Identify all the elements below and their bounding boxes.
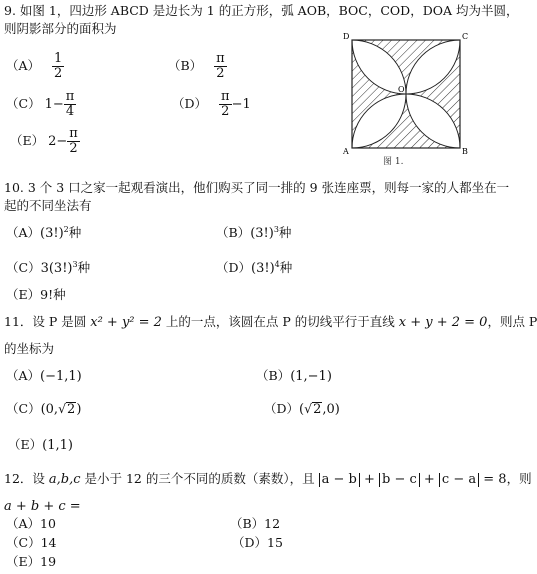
q9-option-d-denominator: 2	[221, 104, 230, 119]
q9-option-a-denominator: 2	[54, 66, 63, 81]
q10-option-c-exponent: 3	[72, 259, 78, 269]
q12-equals-eight: = 8	[479, 472, 507, 487]
q10-option-d-unit: 种	[279, 260, 293, 275]
q9-option-b-denominator: 2	[216, 66, 225, 81]
q10-stem-line1: 10. 3 个 3 口之家一起观看演出，他们购买了同一排的 9 张连座票，则每一家的人都坐在一	[4, 180, 510, 195]
q12-option-a: （A）10	[6, 516, 56, 531]
q11-option-b-label: （B）	[256, 368, 291, 383]
q11-option-d-prefix: (	[299, 402, 305, 417]
q12-stem-post: ，则	[506, 471, 532, 486]
q12-option-b: （B）12	[230, 516, 281, 531]
q12-variables: a,b,c	[48, 472, 81, 487]
q10-option-e: （E）9!种	[6, 287, 66, 302]
q11-option-b	[256, 368, 332, 385]
q11-option-b-value: (1,−1)	[290, 369, 332, 384]
q10-option-c-unit: 种	[77, 260, 91, 275]
q12-sum-expression: a + b + c =	[4, 499, 81, 514]
q11-line-equation: x + y + 2 = 0	[398, 315, 488, 330]
q9-option-e-prefix: 2−	[48, 134, 68, 149]
q11-option-a	[6, 368, 82, 385]
q9-option-c-fraction	[64, 90, 77, 119]
q12-stem-pre: 12．设	[4, 471, 49, 486]
q11-option-c-radicand: 2	[67, 402, 76, 417]
q11-option-e-label: （E）	[8, 437, 43, 452]
q11-option-c-label: （C）	[6, 401, 41, 416]
q9-option-d-numerator: π	[221, 89, 230, 104]
q9-option-b-label: （B）	[168, 58, 203, 73]
q9-option-e	[10, 127, 80, 156]
q11-option-d: （D）(√2,0)	[264, 401, 340, 417]
q10-option-d-exponent: 4	[274, 259, 280, 269]
q11-option-d-radicand: 2	[313, 402, 322, 417]
q9-option-a-fraction	[52, 52, 64, 81]
q9-option-a	[6, 52, 64, 81]
q9-option-e-denominator: 2	[69, 141, 78, 156]
q10-option-a-label: （A）	[6, 225, 41, 240]
q10-option-b-unit: 种	[278, 225, 292, 240]
q11-stem-pre: 11．设 P 是圆	[4, 314, 91, 329]
figure-caption: 图 1.	[383, 157, 404, 167]
q11-circle-equation: x² + y² = 2	[90, 315, 162, 330]
q12-abs-a-minus-b: a − b	[319, 473, 360, 487]
q11-option-d-suffix: ,0)	[322, 402, 340, 417]
q10-option-d-value: (3!)	[251, 261, 275, 276]
q11-option-d-label: （D）	[264, 401, 300, 416]
q12-abs-b-minus-c: b − c	[379, 473, 420, 487]
q10-option-a-value: (3!)	[40, 226, 64, 241]
q12-stem-mid: 是小于 12 的三个不同的质数（素数），且	[80, 471, 319, 486]
vertex-label-c: C	[462, 32, 469, 41]
q11-option-e-value: (1,1)	[42, 438, 73, 453]
q9-stem-line2: 则阴影部分的面积为	[4, 21, 117, 36]
vertex-label-a: A	[343, 147, 349, 156]
q10-option-c	[6, 260, 90, 277]
q11-option-e	[8, 437, 73, 454]
q10-option-a-exponent: 2	[63, 224, 69, 234]
q9-option-e-numerator: π	[69, 126, 78, 141]
q11-stem-line1	[4, 314, 537, 331]
q12-abs-c-minus-a: c − a	[439, 473, 479, 487]
q11-option-c: （C）(0,√2)	[6, 401, 82, 417]
q10-option-b-label: （B）	[216, 225, 251, 240]
q10-stem-line2: 起的不同坐法有	[4, 198, 92, 213]
q11-stem-line2: 的坐标为	[4, 341, 55, 356]
q10-option-c-value: 3(3!)	[40, 261, 73, 276]
q10-option-a	[6, 225, 81, 242]
q12-option-d: （D）15	[232, 535, 283, 550]
q11-stem-post: ，则点 P	[487, 314, 537, 329]
q11-option-c-suffix: )	[76, 402, 82, 417]
vertex-label-d: D	[343, 32, 350, 41]
q9-option-d-label: （D）	[172, 96, 208, 111]
q9-stem-line1: 9. 如图 1，四边形 ABCD 是边长为 1 的正方形，弧 AOB，BOC，COD，DOA 均为半圆，	[4, 3, 519, 18]
q11-option-c-prefix: (0,	[40, 402, 59, 417]
q10-option-b	[216, 225, 291, 242]
q11-option-a-label: （A）	[6, 368, 41, 383]
figure-square-petals	[340, 32, 480, 156]
q10-option-b-exponent: 3	[273, 224, 279, 234]
q11-stem-mid: 上的一点，该圆在点 P 的切线平行于直线	[161, 314, 399, 329]
q9-option-c-prefix: 1−	[44, 97, 64, 112]
q10-option-d	[216, 260, 292, 277]
q11-option-a-value: (−1,1)	[40, 369, 82, 384]
q9-option-c-label: （C）	[6, 96, 41, 111]
q9-option-c-denominator: 4	[65, 104, 75, 119]
q9-option-e-fraction	[67, 127, 80, 156]
q9-option-a-label: （A）	[6, 58, 41, 73]
q9-option-d-suffix: −1	[231, 97, 251, 112]
q10-option-b-value: (3!)	[250, 226, 274, 241]
q9-option-b	[168, 52, 227, 81]
q9-option-c	[6, 90, 76, 119]
q9-option-a-numerator: 1	[54, 51, 63, 66]
q9-option-b-fraction	[214, 52, 227, 81]
q9-option-e-label: （E）	[10, 133, 45, 148]
q12-option-e: （E）19	[6, 554, 57, 569]
q9-option-d-fraction	[219, 90, 232, 119]
q9-option-b-numerator: π	[216, 51, 225, 66]
vertex-label-b: B	[462, 147, 468, 156]
center-label-o: O	[398, 85, 405, 94]
q10-option-d-label: （D）	[216, 260, 252, 275]
q10-option-c-label: （C）	[6, 260, 41, 275]
q9-option-c-numerator: π	[65, 89, 75, 104]
q10-option-a-unit: 种	[68, 225, 82, 240]
q12-option-c: （C）14	[6, 535, 57, 550]
q12-stem-line1: 12．设 a,b,c 是小于 12 的三个不同的质数（素数），且 a − b + b − c + c − a = 8，则	[4, 471, 532, 487]
q9-option-d	[172, 90, 251, 119]
q12-stem-line2	[4, 498, 81, 515]
